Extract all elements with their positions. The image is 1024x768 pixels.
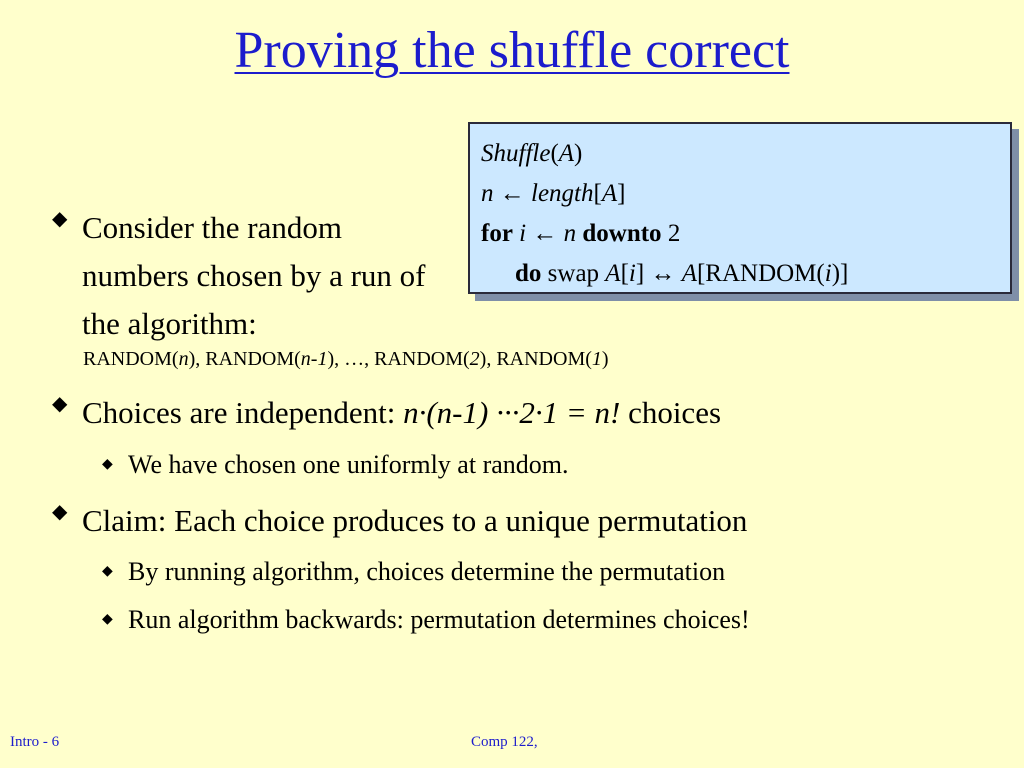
small-diamond-bullet-icon: ◆ bbox=[102, 564, 113, 579]
small-diamond-bullet-icon: ◆ bbox=[102, 612, 113, 627]
sub-bullet-forward bbox=[102, 557, 1002, 587]
code-line-2: n ← length[A] bbox=[481, 180, 626, 207]
bullet-independent bbox=[52, 389, 992, 437]
bullet-independent-text: Choices are independent: n·(n-1) ···2·1 = n! choices bbox=[82, 395, 722, 430]
code-line-3: for i ← n downto 2 bbox=[481, 220, 681, 247]
sub-bullet-uniform bbox=[102, 450, 982, 480]
bullet-consider-text: Consider the random numbers chosen by a run of the algorithm: bbox=[82, 210, 426, 341]
slide-title: Proving the shuffle correct bbox=[234, 22, 790, 79]
code-line-4: do swap A[i] ↔ A[RANDOM(i)] bbox=[515, 260, 849, 287]
sub-bullet-uniform-text: We have chosen one uniformly at random. bbox=[128, 450, 569, 479]
shuffle-pseudocode-box bbox=[468, 122, 1012, 294]
random-sequence-line: RANDOM(n), RANDOM(n-1), …, RANDOM(2), RANDOM(1) bbox=[83, 348, 609, 370]
code-line-1: Shuffle(A) bbox=[481, 140, 583, 167]
diamond-bullet-icon: ◆ bbox=[52, 393, 68, 415]
sub-bullet-backwards-text: Run algorithm backwards: permutation determines choices! bbox=[128, 605, 750, 634]
bullet-claim bbox=[52, 497, 1012, 545]
diamond-bullet-icon: ◆ bbox=[52, 208, 68, 230]
sub-bullet-forward-text: By running algorithm, choices determine the permutation bbox=[128, 557, 726, 586]
slide-number: Intro - 6 bbox=[10, 734, 60, 750]
bullet-consider bbox=[52, 204, 452, 348]
course-footer: Comp 122, bbox=[471, 734, 538, 750]
sub-bullet-backwards bbox=[102, 605, 1002, 635]
small-diamond-bullet-icon: ◆ bbox=[102, 457, 113, 472]
diamond-bullet-icon: ◆ bbox=[52, 501, 68, 523]
bullet-claim-text: Claim: Each choice produces to a unique permutation bbox=[82, 503, 748, 538]
